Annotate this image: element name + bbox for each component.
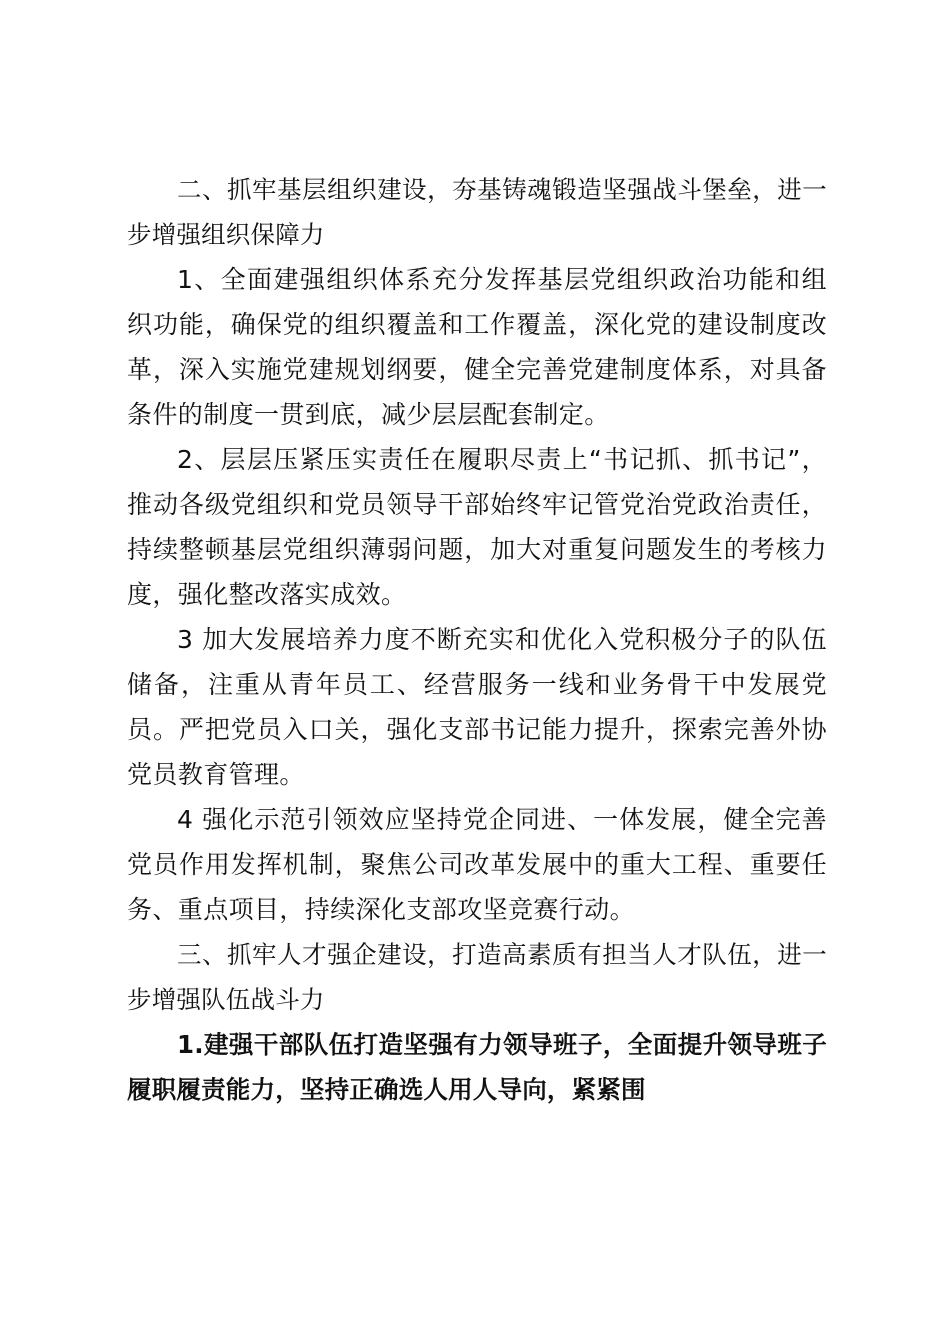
document-body [127,167,827,1112]
section-3-item-1: 1.建强干部队伍打造坚强有力领导班子，全面提升领导班子履职履责能力，坚持正确选人用人导向，紧紧围 [127,1030,827,1104]
section-2-item-2: 2、层层压紧压实责任在履职尽责上“书记抓、抓书记”，推动各级党组织和党员领导干部始终牢记管党治党政治责任，持续整顿基层党组织薄弱问题，加大对重复问题发生的考核力度，强化整改落实成效。 [127,445,827,609]
section-3-heading: 三、抓牢人才强企建设，打造高素质有担当人才队伍，进一步增强队伍战斗力 [127,940,827,1014]
section-2-item-1: 1、全面建强组织体系充分发挥基层党组织政治功能和组织功能，确保党的组织覆盖和工作覆盖，深化党的建设制度改革，深入实施党建规划纲要，健全完善党建制度体系，对具备条件的制度一贯到底，减少层层配套制定。 [127,265,827,429]
section-2-item-3: 3 加大发展培养力度不断充实和优化入党积极分子的队伍储备，注重从青年员工、经营服务一线和业务骨干中发展党员。严把党员入口关，强化支部书记能力提升，探索完善外协党员教育管理。 [127,625,827,789]
section-2-heading: 二、抓牢基层组织建设，夯基铸魂锻造坚强战斗堡垒，进一步增强组织保障力 [127,175,827,249]
section-2-item-4: 4 强化示范引领效应坚持党企同进、一体发展，健全完善党员作用发挥机制，聚焦公司改革发展中的重大工程、重要任务、重点项目，持续深化支部攻坚竞赛行动。 [127,805,827,924]
